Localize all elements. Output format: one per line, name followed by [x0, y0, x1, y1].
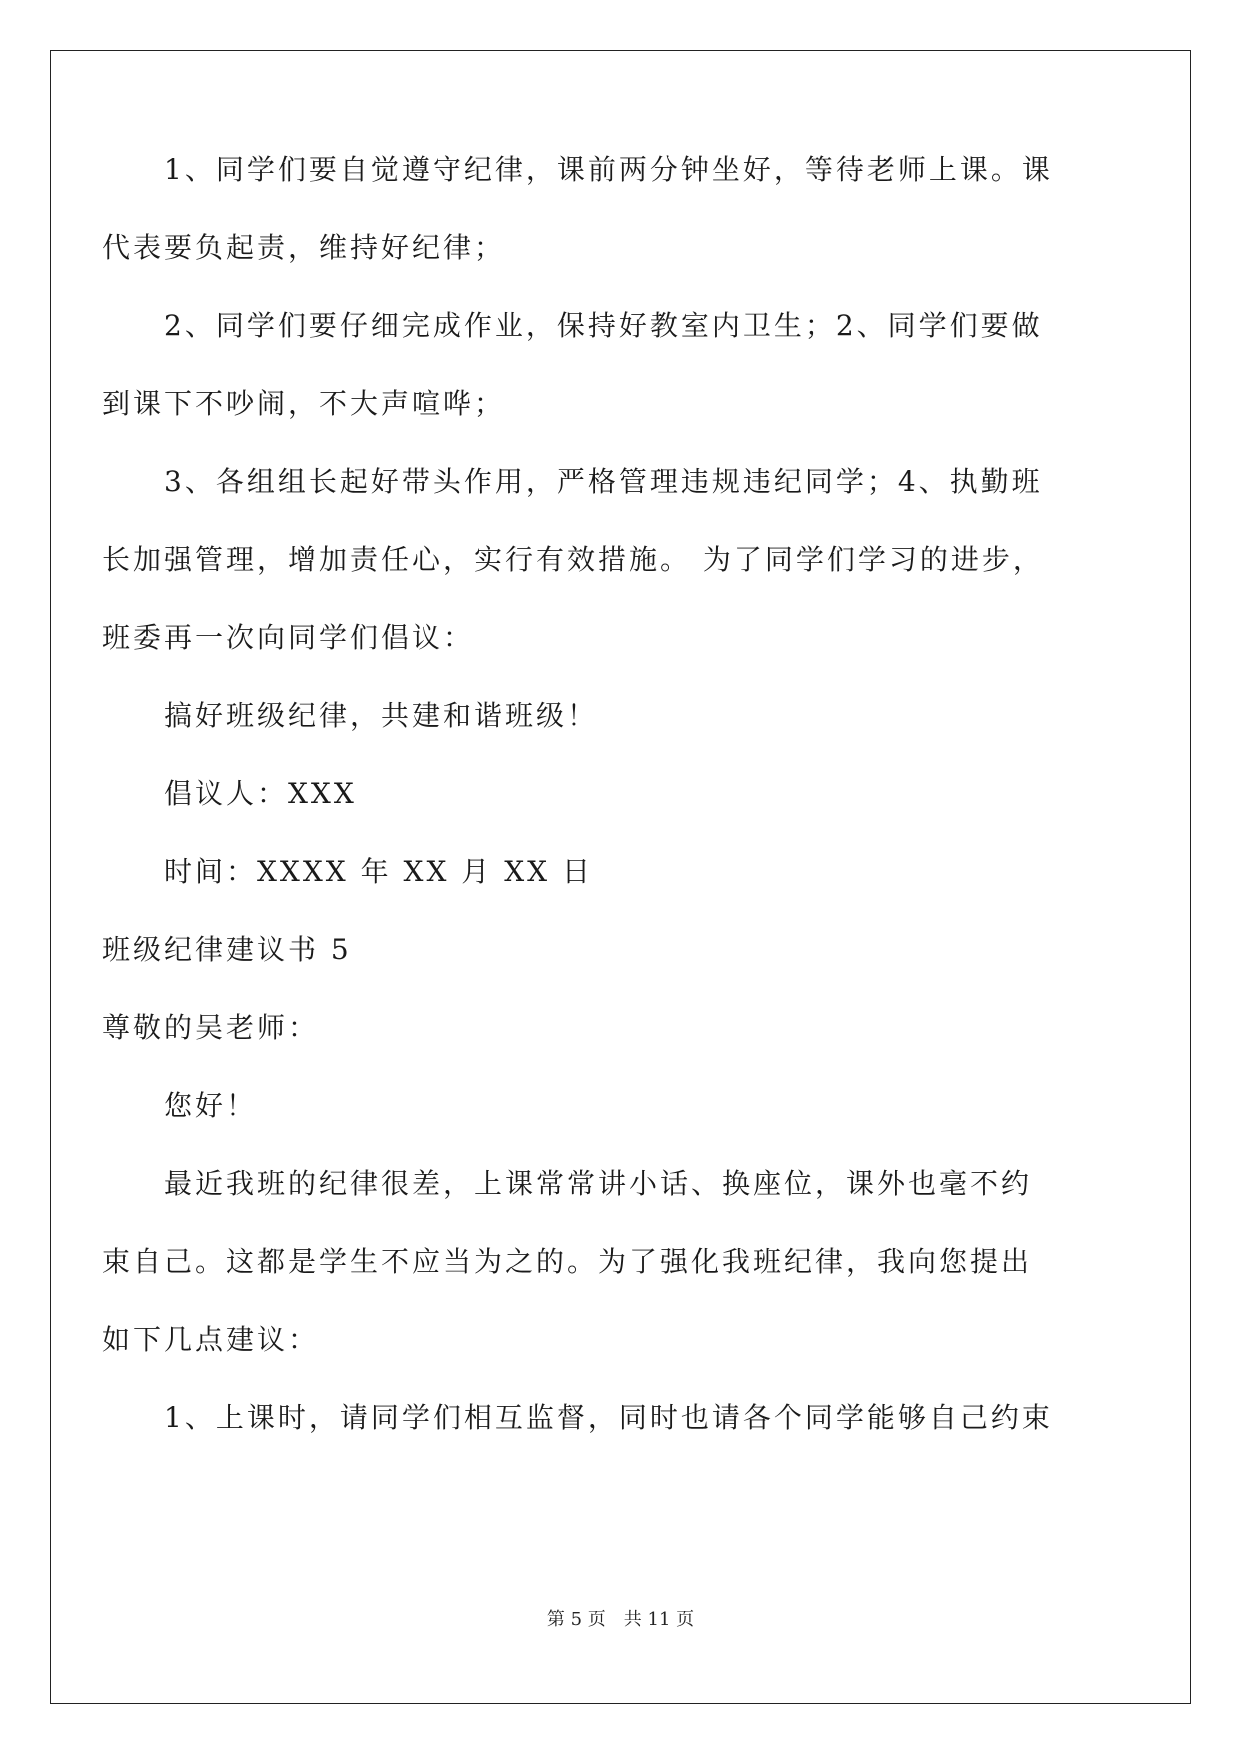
section-title: 班级纪律建议书 5: [102, 933, 352, 966]
paragraph-line: 3、各组组长起好带头作用，严格管理违规违纪同学；4、执勤班: [164, 465, 1043, 498]
page-total: 共 11 页: [623, 1609, 695, 1630]
salutation: 尊敬的吴老师：: [102, 1011, 320, 1044]
paragraph-line: 最近我班的纪律很差，上课常常讲小话、换座位，课外也毫不约: [164, 1167, 1033, 1200]
paragraph-line: 到课下不吵闹，不大声喧哗；: [102, 387, 506, 420]
paragraph-line: 1、上课时，请同学们相互监督，同时也请各个同学能够自己约束: [164, 1401, 1053, 1434]
paragraph-line: 如下几点建议：: [102, 1323, 320, 1356]
paragraph-line: 1、同学们要自觉遵守纪律，课前两分钟坐好，等待老师上课。课: [164, 153, 1053, 186]
proposer-line: 倡议人：XXX: [164, 777, 357, 810]
paragraph-line: 2、同学们要仔细完成作业，保持好教室内卫生；2、同学们要做: [164, 309, 1043, 342]
page-footer: [0, 1608, 1241, 1632]
paragraph-line: 代表要负起责，维持好纪律；: [102, 231, 506, 264]
slogan-line: 搞好班级纪律，共建和谐班级！: [164, 699, 599, 732]
paragraph-line: 束自己。这都是学生不应当为之的。为了强化我班纪律，我向您提出: [102, 1245, 1033, 1278]
page-number: 第 5 页: [546, 1609, 606, 1630]
paragraph-line: 长加强管理，增加责任心，实行有效措施。 为了同学们学习的进步，: [102, 543, 1044, 576]
date-line: 时间：XXXX 年 XX 月 XX 日: [164, 855, 593, 888]
greeting: 您好！: [164, 1089, 258, 1122]
paragraph-line: 班委再一次向同学们倡议：: [102, 621, 475, 654]
